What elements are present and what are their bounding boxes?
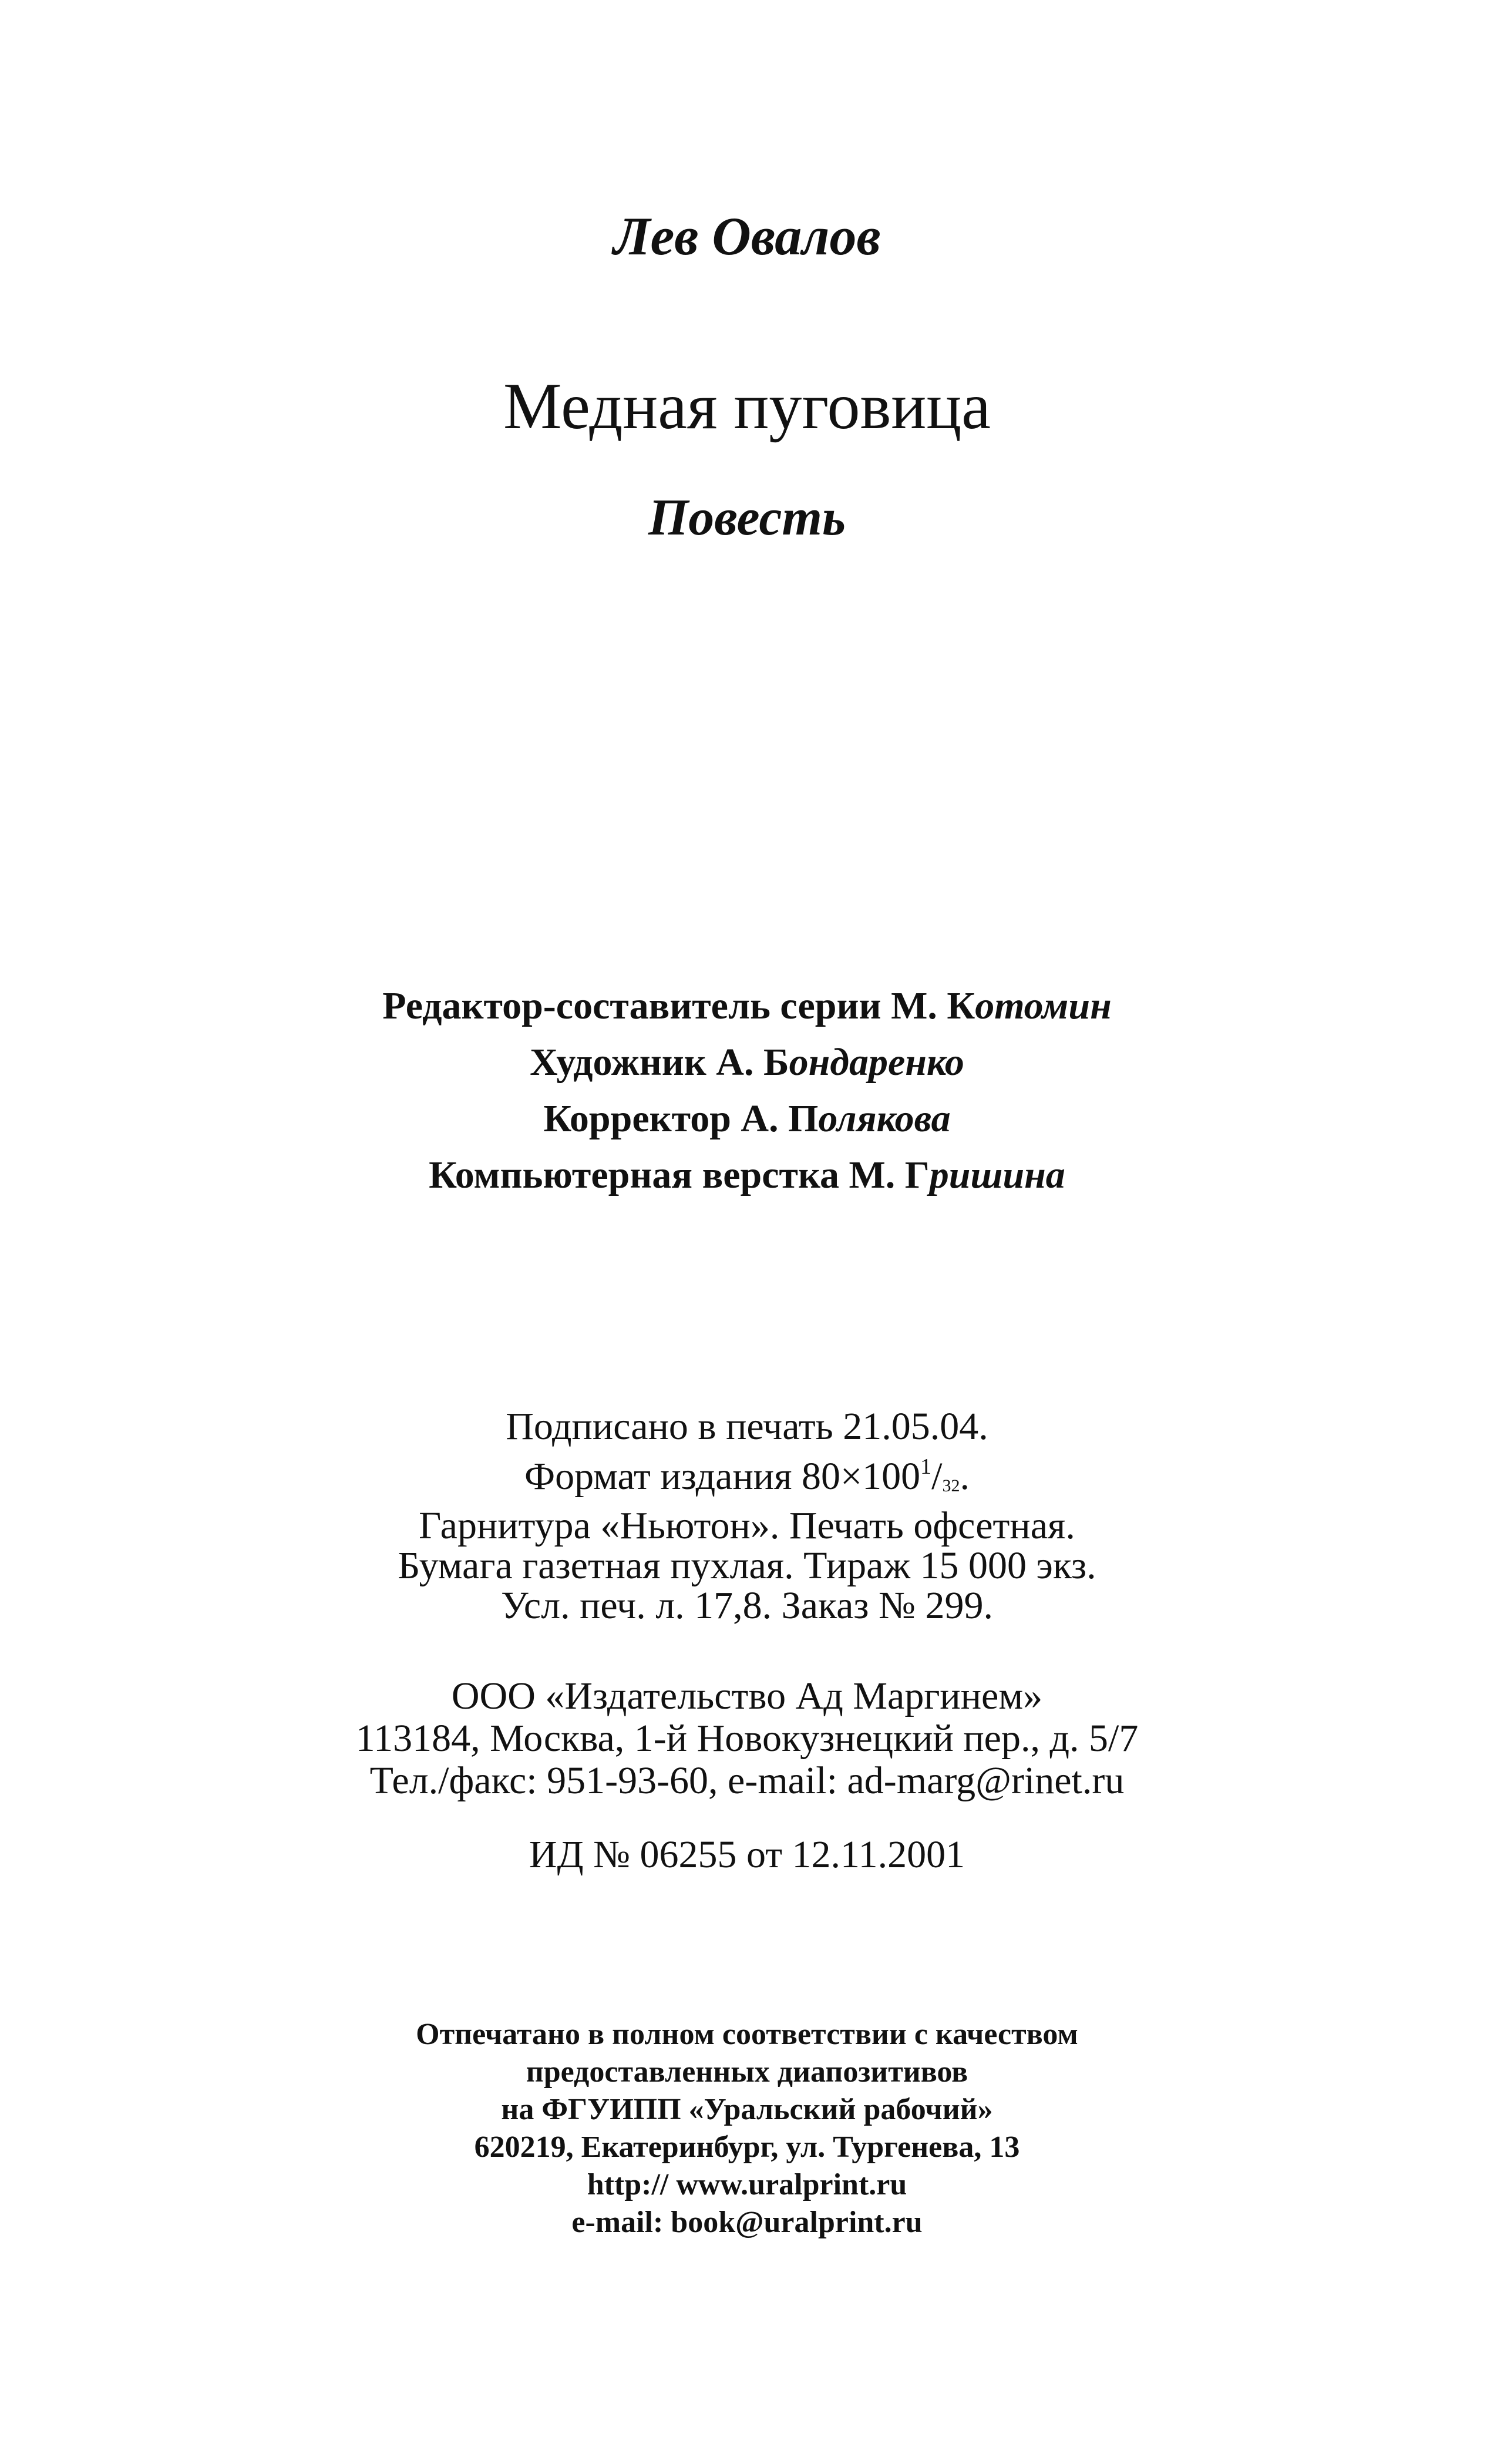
imprint-block: [0, 1407, 1494, 1626]
printer-url: http:// www.uralprint.ru: [587, 2168, 907, 2201]
imprint-paper: Бумага газетная пухлая. Тираж 15 000 экз.: [398, 1544, 1096, 1587]
credit-series-editor: Редактор-составитель серии М. Котомин: [382, 984, 1112, 1027]
printer-line-1: Отпечатано в полном соответствии с качеством: [416, 2018, 1078, 2051]
printer-line-2: предоставленных диапозитивов: [526, 2055, 968, 2089]
credits-block: [0, 978, 1494, 1204]
printer-block: [0, 2016, 1494, 2241]
publisher-address: 113184, Москва, 1-й Новокузнецкий пер., д. 5/7: [355, 1717, 1139, 1760]
author-name: Лев Овалов: [613, 206, 881, 266]
license-id: ИД № 06255 от 12.11.2001: [529, 1833, 965, 1876]
imprint-sheets: Усл. печ. л. 17,8. Заказ № 299.: [501, 1584, 993, 1627]
book-genre: Повесть: [648, 489, 846, 546]
publisher-contacts: Тел./факс: 951-93-60, e-mail: ad-marg@rinet.ru: [369, 1759, 1125, 1802]
book-title: Медная пуговица: [503, 370, 991, 443]
printer-email: e-mail: book@uralprint.ru: [571, 2206, 923, 2239]
printer-address: 620219, Екатеринбург, ул. Тургенева, 13: [474, 2130, 1020, 2164]
printer-line-3: на ФГУИПП «Уральский рабочий»: [501, 2093, 993, 2126]
credit-layout: Компьютерная верстка М. Гришина: [429, 1154, 1065, 1196]
imprint-format: Формат издания $80\times 100^1/_{32}$.: [524, 1454, 970, 1498]
publisher-block: [0, 1675, 1494, 1802]
imprint-typeface: Гарнитура «Ньютон». Печать офсетная.: [419, 1504, 1075, 1547]
imprint-signed: Подписано в печать 21.05.04.: [506, 1405, 988, 1448]
publisher-name: ООО «Издательство Ад Маргинем»: [451, 1675, 1043, 1717]
credit-artist: Художник А. Бондаренко: [530, 1041, 964, 1084]
credit-proofreader: Корректор А. Полякова: [543, 1097, 951, 1140]
